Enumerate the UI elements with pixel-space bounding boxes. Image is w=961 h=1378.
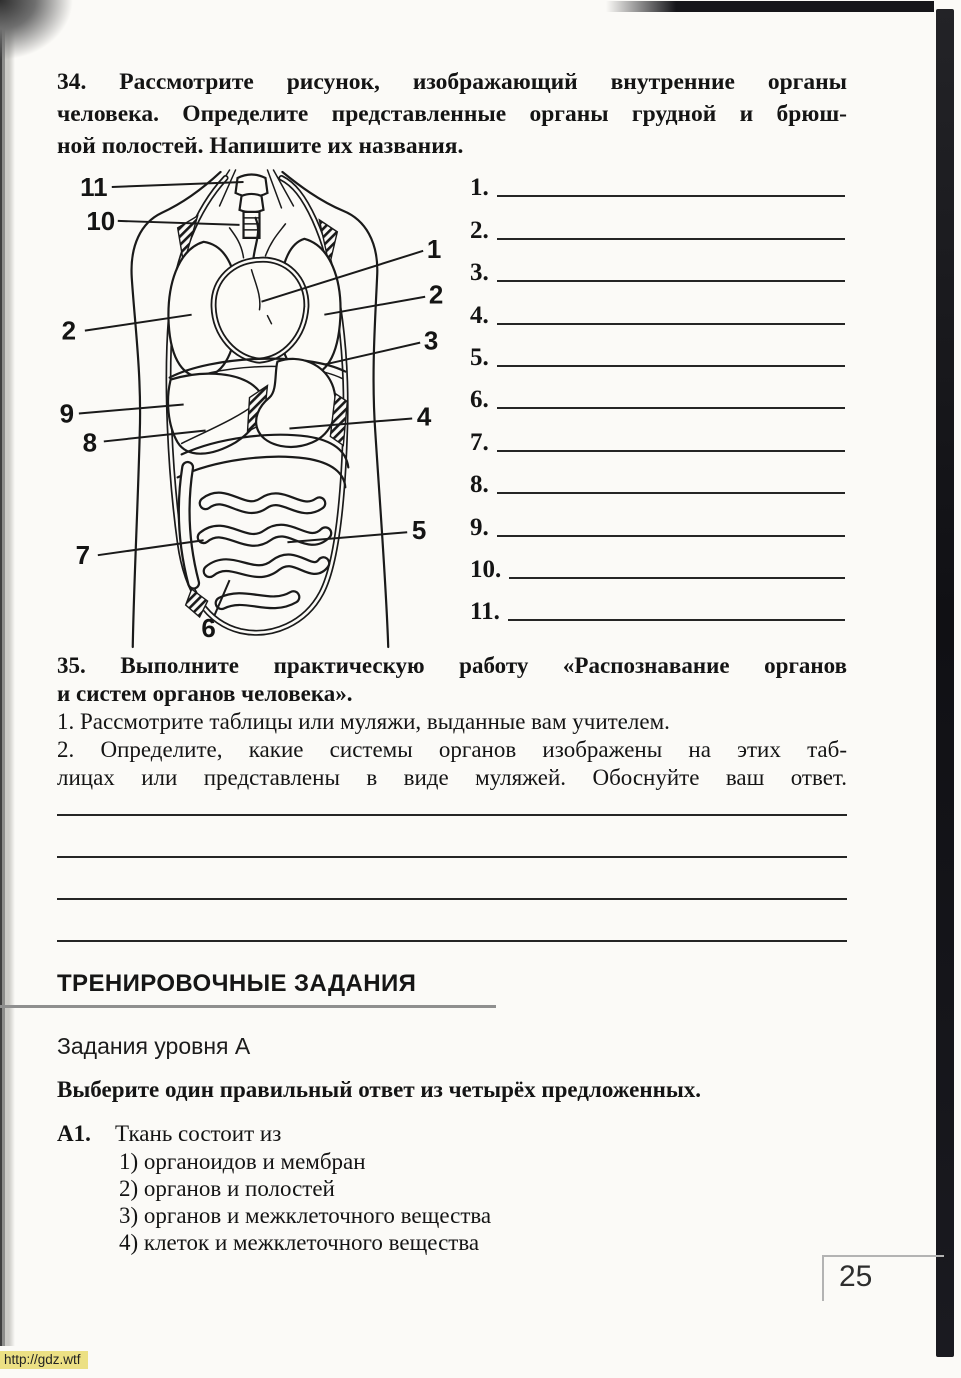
answer-number: 1. [470,174,489,202]
task-34-heading [57,66,847,162]
write-blank-line [57,858,847,900]
answer-blank-line [497,323,845,325]
answer-number: 9. [470,513,489,541]
task-35-step: 2. Определите, какие системы органов изображены на этих таб- [57,737,847,762]
answer-option: 2) органов и полостей [119,1176,335,1201]
answer-blank-line [497,535,845,537]
answer-number: 2. [470,216,489,244]
answer-row [470,374,847,416]
answer-option: 4) клеток и межклеточного вещества [119,1230,480,1255]
question-a1-head [57,1120,847,1148]
answer-number: 8. [470,471,489,499]
answer-row [470,544,847,586]
answer-option: 1) органоидов и мембран [119,1149,366,1174]
answer-blank-line [497,365,845,367]
task-34-heading-line: ной полостей. Напишите их названия. [57,133,464,159]
answer-number: 5. [470,343,489,371]
figure-callout-label: 2 [428,281,444,310]
question-a1 [57,1120,847,1256]
task-35-heading-line: 35. Выполните практическую работу «Распознавание органов [57,653,847,678]
figure-callout-label: 10 [86,207,116,236]
figure-callout-label: 9 [59,400,75,429]
answer-blank-line [497,280,845,282]
write-blank-line [57,900,847,942]
watermark: http://gdz.wtf [0,1351,88,1369]
anatomy-figure [51,166,461,650]
answer-row [470,162,847,204]
question-a1-label: А1. [57,1121,91,1146]
answer-blank-line [497,492,845,494]
stomach [256,359,336,447]
task-34-heading-line: человека. Определите представленные органы грудной и брюш- [57,101,847,127]
small-intestine-inner [210,560,324,571]
answer-row [470,289,847,331]
answer-row [470,247,847,289]
answer-row [470,501,847,543]
answer-blank-line [508,619,845,621]
liver [168,374,262,454]
answer-blank-line [497,450,845,452]
write-blank-line [57,816,847,858]
task-35-step: лицах или представлены в виде муляжей. Обоснуйте ваш ответ. [57,765,847,790]
scan-corner-shadow [0,0,78,64]
answer-number: 11. [470,598,500,626]
page-right-border [936,9,954,1357]
answer-number: 7. [470,428,489,456]
task-35-heading-line: и систем органов человека». [57,681,353,706]
level-a-subheading: Задания уровня А [57,1033,251,1059]
answer-option: 3) органов и межклеточного вещества [119,1203,492,1228]
figure-callout-label: 8 [82,429,98,458]
task-35-step: 1. Рассмотрите таблицы или муляжи, выданные вам учителем. [57,709,670,734]
question-a1-text: Ткань состоит из [115,1121,282,1146]
figure-callout-label: 5 [411,517,427,546]
answer-blank-line [497,407,845,409]
task-34-answer-list [470,162,847,628]
answer-number: 10. [470,555,502,583]
figure-callout-label: 7 [75,542,91,571]
figure-callout-label: 2 [61,317,77,346]
training-section-heading: ТРЕНИРОВОЧНЫЕ ЗАДАНИЯ [57,970,417,997]
answer-row [470,586,847,628]
instruction-text: Выберите один правильный ответ из четырёх предложенных. [57,1077,702,1102]
answer-row [470,459,847,501]
answer-blank-line [497,195,845,197]
answer-row [470,204,847,246]
callout-line-10 [118,221,240,225]
figure-callout-label: 11 [80,173,108,202]
transverse-colon-bottom [178,457,346,488]
callout-line-3 [324,343,420,365]
larynx-cartilage [240,194,264,212]
task-35-write-area [57,792,847,942]
question-a1-options [119,1148,847,1256]
answer-blank-line [509,577,845,579]
write-blank-line [57,792,847,816]
task-35-block [57,652,847,792]
figure-callout-label: 6 [201,615,216,644]
answer-number: 6. [470,386,489,414]
task-34-heading-line: 34. Рассмотрите рисунок, изображающий внутренние органы [57,69,847,95]
small-intestine-inner [222,597,294,603]
figure-callout-label: 1 [426,235,442,264]
shading [186,589,208,617]
answer-blank-line [497,238,845,240]
figure-callout-label: 3 [423,327,439,356]
answer-row [470,416,847,458]
page-left-edge-shadow [0,0,15,1346]
figure-callout-label: 4 [416,403,432,432]
answer-row [470,332,847,374]
answer-number: 3. [470,259,489,287]
answer-number: 4. [470,301,489,329]
training-heading-rule [0,1005,496,1008]
page-number: 25 [822,1255,944,1301]
page-content [57,66,847,1256]
task-34-figure-block [57,166,847,650]
page-top-border [606,1,934,12]
